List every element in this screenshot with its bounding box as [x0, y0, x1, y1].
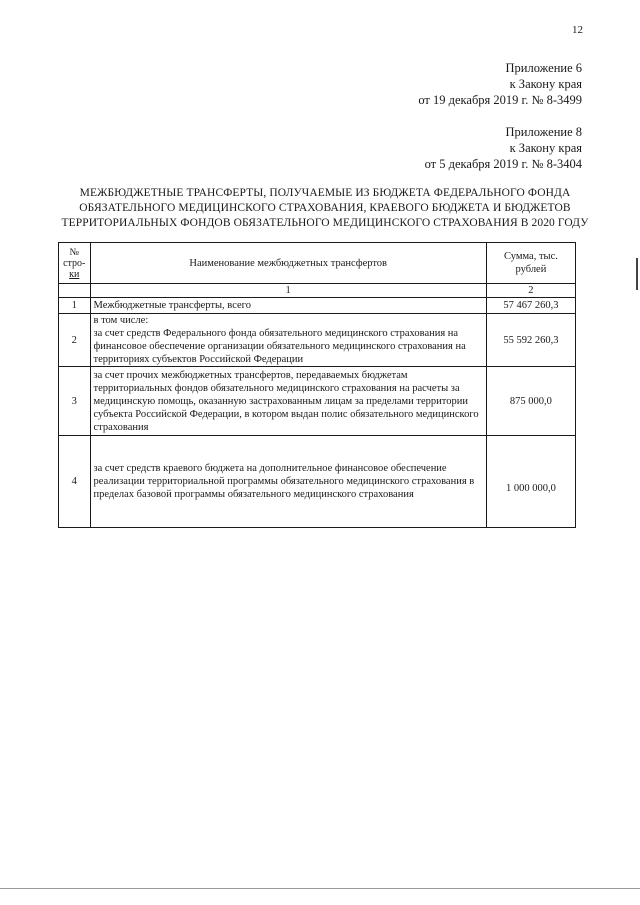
appendix-6-law: к Закону края — [509, 77, 582, 91]
row-sum: 55 592 260,3 — [486, 314, 575, 367]
row-number: 4 — [59, 436, 91, 528]
appendix-6-block — [418, 60, 582, 108]
index-cell-name: 1 — [90, 284, 486, 298]
row-name — [90, 314, 486, 367]
row-number: 3 — [59, 367, 91, 436]
row-name — [90, 298, 486, 314]
row-name-line: за счет средств краевого бюджета на дополнительное финансовое обеспечение — [93, 463, 447, 474]
appendix-8-block — [425, 124, 582, 172]
appendix-8-label: Приложение 8 — [505, 125, 582, 139]
header-transfer-name: Наименование межбюджетных трансфертов — [90, 243, 486, 284]
row-name-line: страхования — [93, 421, 149, 433]
header-num-line: стро- — [63, 257, 86, 269]
appendix-8-law: к Закону края — [509, 141, 582, 155]
row-number: 2 — [59, 314, 91, 367]
transfers-table — [58, 242, 576, 528]
table-row — [59, 298, 576, 314]
index-cell-sum: 2 — [486, 284, 575, 298]
table-row — [59, 314, 576, 367]
title-line-2: ОБЯЗАТЕЛЬНОГО МЕДИЦИНСКОГО СТРАХОВАНИЯ, КРАЕВОГО БЮДЖЕТА И БЮДЖЕТОВ — [79, 202, 571, 214]
appendix-6-date: от 19 декабря 2019 г. № 8-3499 — [418, 93, 582, 107]
row-sum: 1 000 000,0 — [486, 436, 575, 528]
row-name-line: за счет прочих межбюджетных трансфертов, передаваемых бюджетам — [93, 369, 408, 381]
header-sum-line: рублей — [515, 264, 547, 275]
header-num-line: № — [69, 246, 80, 258]
table-row — [59, 367, 576, 436]
document-title — [60, 186, 590, 231]
title-line-1: МЕЖБЮДЖЕТНЫЕ ТРАНСФЕРТЫ, ПОЛУЧАЕМЫЕ ИЗ БЮДЖЕТА ФЕДЕРАЛЬНОГО ФОНДА — [79, 187, 571, 199]
row-name-line: медицинскую помощь, оказанную застрахованным лицам за пределами территории — [93, 395, 468, 407]
row-name-line: реализации территориальной программы обязательного медицинского страхования в — [93, 476, 475, 487]
row-name-line: в том числе: — [93, 315, 149, 326]
row-name-line: Межбюджетные трансферты, всего — [93, 300, 251, 311]
row-name-line: территориях субъектов Российской Федерации — [93, 354, 304, 365]
page-number: 12 — [572, 24, 583, 36]
title-line-3: ТЕРРИТОРИАЛЬНЫХ ФОНДОВ ОБЯЗАТЕЛЬНОГО МЕДИЦИНСКОГО СТРАХОВАНИЯ В 2020 ГОДУ — [61, 217, 589, 229]
row-name — [90, 436, 486, 528]
row-sum: 875 000,0 — [486, 367, 575, 436]
appendix-8-date: от 5 декабря 2019 г. № 8-3404 — [424, 157, 582, 171]
header-row-number — [59, 243, 91, 284]
table-row — [59, 436, 576, 528]
row-name-line: финансовое обеспечение организации обязательного медицинского страхования на — [93, 341, 466, 352]
header-sum — [486, 243, 575, 284]
row-number: 1 — [59, 298, 91, 314]
appendix-6-label: Приложение 6 — [505, 61, 582, 75]
row-name-line: субъекта Российской Федерации, в котором выдан полис обязательного медицинского — [93, 408, 479, 420]
page-bottom-rule — [0, 888, 640, 889]
row-name — [90, 367, 486, 436]
header-sum-line: Сумма, тыс. — [503, 251, 558, 262]
index-cell-empty — [59, 284, 91, 298]
table-header-row — [59, 243, 576, 284]
column-index-row — [59, 284, 576, 298]
row-name-line: за счет средств Федерального фонда обязательного медицинского страхования на — [93, 328, 459, 339]
scan-edge-mark — [636, 258, 638, 290]
row-sum: 57 467 260,3 — [486, 298, 575, 314]
header-num-line: ки — [69, 268, 80, 280]
row-name-line: пределах базовой программы обязательного медицинского страхования — [93, 489, 414, 500]
row-name-line: территориальных фондов обязательного медицинского страхования на расчеты за — [93, 382, 460, 394]
